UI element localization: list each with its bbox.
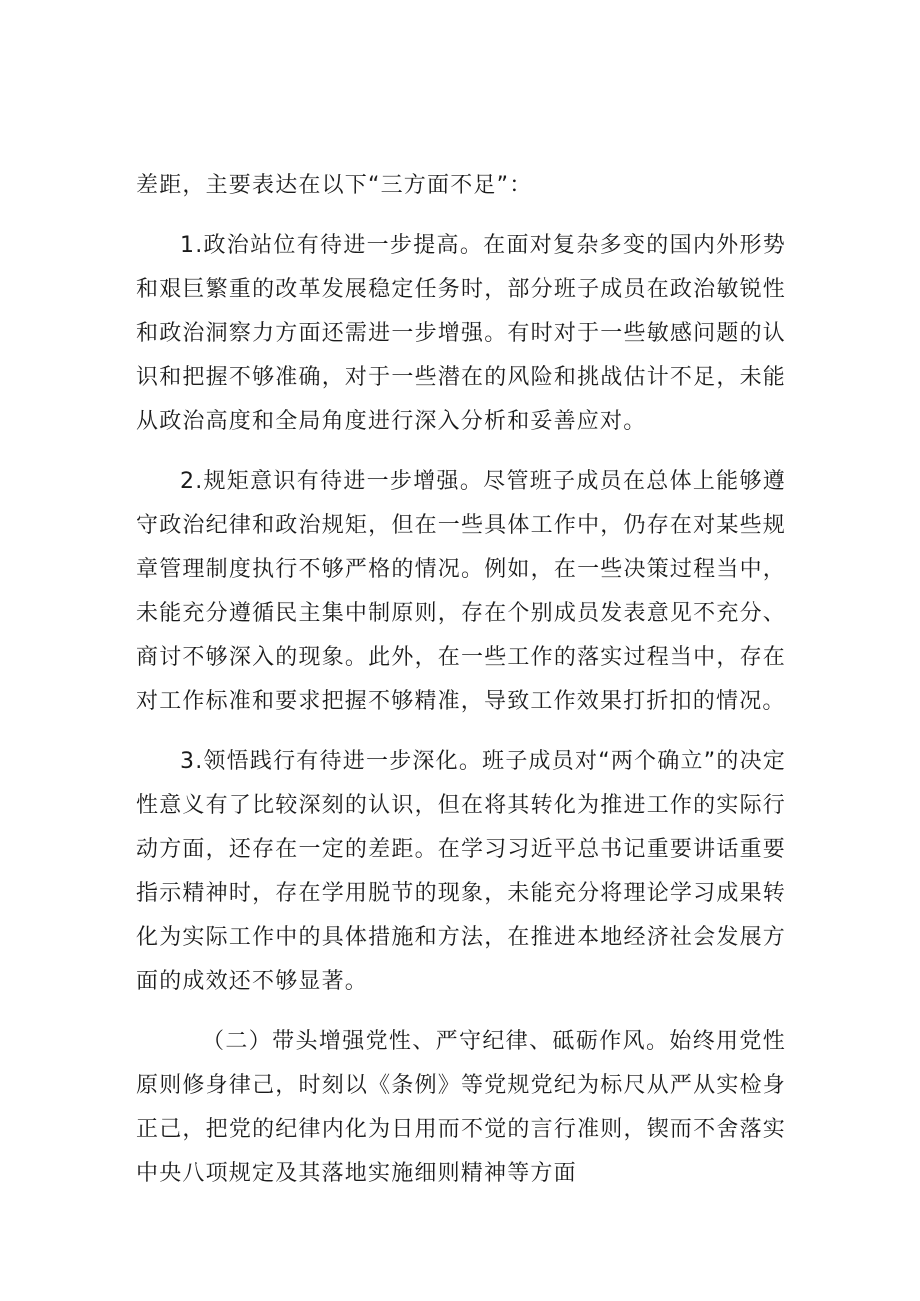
paragraph-point-3: 3.领悟践行有待进一步深化。班子成员对“两个确立”的决定性意义有了比较深刻的认识，但在将其转化为推进工作的实际行动方面，还存在一定的差距。在学习习近平总书记重要讲话重要指示精神时，存在学用脱节的现象，未能充分将理论学习成果转化为实际工作中的具体措施和方法，在推进本地经济社会发展方面的成效还不够显著。	[136, 749, 786, 994]
paragraph-point-2: 2.规矩意识有待进一步增强。尽管班子成员在总体上能够遵守政治纪律和政治规矩，但在一些具体工作中，仍存在对某些规章管理制度执行不够严格的情况。例如，在一些决策过程当中，未能充分遵循民主集中制原则，存在个别成员发表意见不充分、商讨不够深入的现象。此外，在一些工作的落实过程当中，存在对工作标准和要求把握不够精准，导致工作效果打折扣的情况。	[136, 469, 786, 714]
document-body	[136, 164, 786, 1212]
paragraph-point-1: 1.政治站位有待进一步提高。在面对复杂多变的国内外形势和艰巨繁重的改革发展稳定任务时，部分班子成员在政治敏锐性和政治洞察力方面还需进一步增强。有时对于一些敏感问题的认识和把握不够准确，对于一些潜在的风险和挑战估计不足，未能从政治高度和全局角度进行深入分析和妥善应对。	[136, 233, 786, 434]
paragraph-intro: 差距，主要表达在以下“三方面不足”：	[136, 173, 533, 198]
paragraph-section-2: （二）带头增强党性、严守纪律、砥砺作风。始终用党性原则修身律己，时刻以《条例》等党规党纪为标尺从严从实检身正己，把党的纪律内化为日用而不觉的言行准则，锲而不舍落实中央八项规定及其落地实施细则精神等方面	[136, 1029, 786, 1186]
